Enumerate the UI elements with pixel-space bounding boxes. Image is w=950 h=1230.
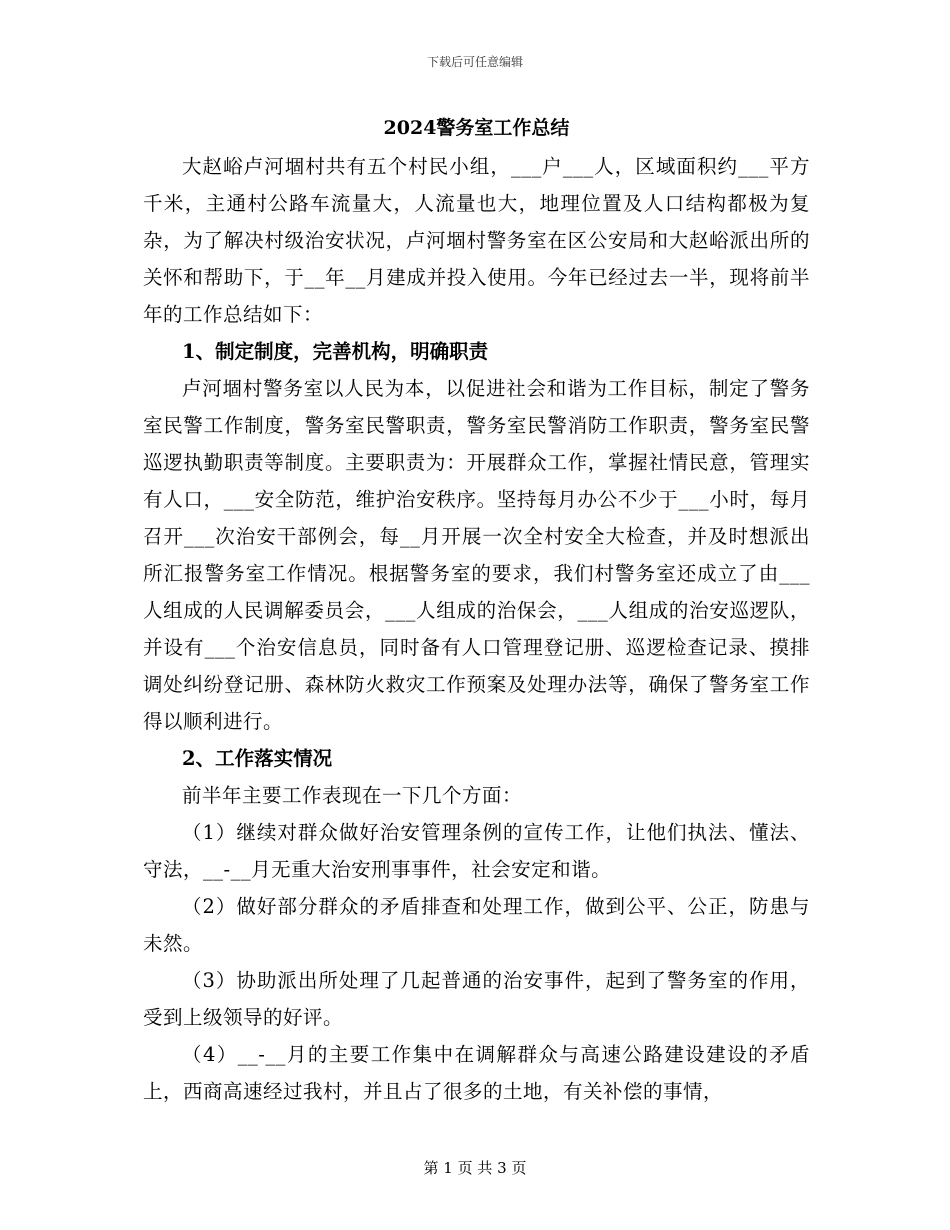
body-paragraph: （1）继续对群众做好治安管理条例的宣传工作，让他们执法、懂法、守法，__-__月无重大治安刑事事件，社会安定和谐。 bbox=[143, 821, 810, 881]
header-note: 下载后可任意编辑 bbox=[426, 55, 523, 69]
page-number-footer: 第 1 页 共 3 页 bbox=[423, 1159, 527, 1177]
section-heading: 2、工作落实情况 bbox=[182, 747, 333, 770]
body-paragraph: 卢河堌村警务室以人民为本，以促进社会和谐为工作目标，制定了警务室民警工作制度，警务室民警职责，警务室民警消防工作职责，警务室民警巡逻执勤职责等制度。主要职责为：开展群众工作，掌握社情民意，管理实有人口，___安全防范，维护治安秩序。坚持每月办公不少于___小时，每月召开___次治安干部例会，每__月开展一次全村安全大检查，并及时想派出所汇报警务室工作情况。根据警务室的要求，我们村警务室还成立了由___人组成的人民调解委员会，___人组成的治保会，___人组成的治安巡逻队，并设有___个治安信息员，同时备有人口管理登记册、巡逻检查记录、摸排调处纠纷登记册、森林防火救灾工作预案及处理办法等，确保了警务室工作得以顺利进行。 bbox=[143, 377, 810, 733]
document-title: 2024警务室工作总结 bbox=[383, 117, 570, 139]
body-paragraph: （2）做好部分群众的矛盾排查和处理工作，做到公平、公正，防患与未然。 bbox=[143, 895, 810, 955]
body-paragraph: （3）协助派出所处理了几起普通的治安事件，起到了警务室的作用，受到上级领导的好评。 bbox=[143, 969, 810, 1029]
body-paragraph: 大赵峪卢河堌村共有五个村民小组，___户___人，区域面积约___平方千米，主通村公路车流量大，人流量也大，地理位置及人口结构都极为复杂，为了解决村级治安状况，卢河堌村警务室在区公安局和大赵峪派出所的关怀和帮助下，于__年__月建成并投入使用。今年已经过去一半，现将前半年的工作总结如下： bbox=[143, 155, 810, 326]
document-body bbox=[143, 148, 810, 1110]
body-paragraph: （4）__-__月的主要工作集中在调解群众与高速公路建设建设的矛盾上，西商高速经过我村，并且占了很多的土地，有关补偿的事情， bbox=[143, 1043, 810, 1103]
body-paragraph: 前半年主要工作表现在一下几个方面： bbox=[182, 784, 523, 807]
section-heading: 1、制定制度，完善机构，明确职责 bbox=[182, 340, 489, 363]
